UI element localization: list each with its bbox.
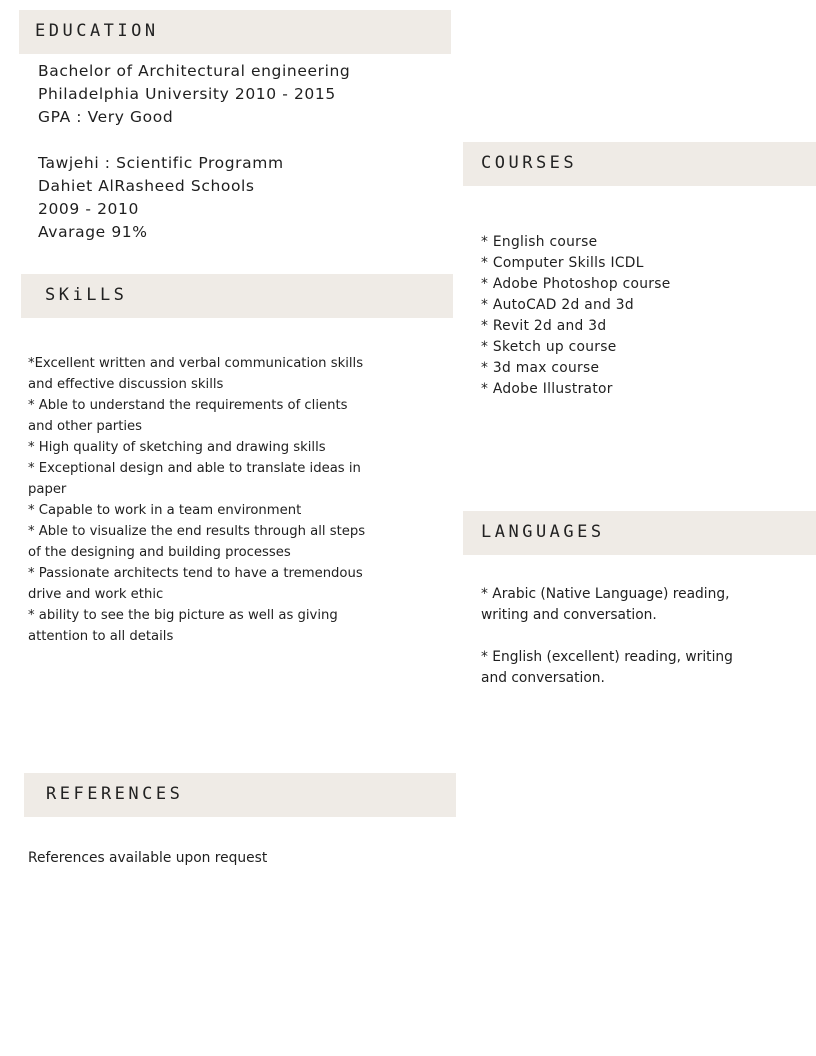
courses-list — [481, 232, 671, 400]
university-line: Philadelphia University 2010 - 2015 — [38, 85, 336, 103]
skill-line: * ability to see the big picture as well as giving — [28, 608, 338, 623]
skills-header — [21, 274, 453, 318]
average-line: Avarage 91% — [38, 223, 148, 241]
skill-line: and other parties — [28, 419, 143, 434]
course-item: * AutoCAD 2d and 3d — [481, 297, 634, 313]
courses-title: COURSES — [481, 153, 578, 173]
skill-line: * Passionate architects tend to have a tremendous — [28, 566, 363, 581]
arabic-line: writing and conversation. — [481, 607, 657, 623]
skill-line: drive and work ethic — [28, 587, 164, 602]
references-header — [24, 773, 456, 817]
skill-line: attention to all details — [28, 629, 174, 644]
education-content — [38, 60, 350, 244]
skill-line: * Capable to work in a team environment — [28, 503, 302, 518]
course-item: * Adobe Illustrator — [481, 381, 613, 397]
course-item: * Sketch up course — [481, 339, 617, 355]
languages-title: LANGUAGES — [481, 522, 605, 542]
skill-line: *Excellent written and verbal communication skills — [28, 356, 364, 371]
skill-line: * High quality of sketching and drawing skills — [28, 440, 326, 455]
course-item: * 3d max course — [481, 360, 600, 376]
english-line: and conversation. — [481, 670, 605, 686]
skill-line: paper — [28, 482, 67, 497]
education-title: EDUCATION — [35, 21, 159, 41]
skill-line: * Able to understand the requirements of clients — [28, 398, 348, 413]
course-item: * Computer Skills ICDL — [481, 255, 644, 271]
school-years-line: 2009 - 2010 — [38, 200, 139, 218]
skill-line: of the designing and building processes — [28, 545, 291, 560]
arabic-line: * Arabic (Native Language) reading, — [481, 586, 730, 602]
references-content — [28, 848, 267, 869]
languages-content — [481, 584, 733, 689]
skills-title: SKiLLS — [45, 285, 128, 305]
skills-content — [28, 353, 453, 647]
skill-line: and effective discussion skills — [28, 377, 224, 392]
english-line: * English (excellent) reading, writing — [481, 649, 733, 665]
course-item: * English course — [481, 234, 598, 250]
tawjehi-line: Tawjehi : Scientific Programm — [38, 154, 284, 172]
school-line: Dahiet AlRasheed Schools — [38, 177, 255, 195]
degree-line: Bachelor of Architectural engineering — [38, 62, 351, 80]
course-item: * Adobe Photoshop course — [481, 276, 671, 292]
courses-header — [463, 142, 816, 186]
languages-header — [463, 511, 816, 555]
gpa-line: GPA : Very Good — [38, 108, 174, 126]
references-title: REFERENCES — [46, 784, 184, 804]
spacer — [481, 626, 733, 647]
education-header — [19, 10, 451, 54]
skill-line: * Exceptional design and able to translate ideas in — [28, 461, 361, 476]
course-item: * Revit 2d and 3d — [481, 318, 607, 334]
references-text: References available upon request — [28, 850, 268, 866]
spacer — [38, 129, 350, 152]
skill-line: * Able to visualize the end results through all steps — [28, 524, 366, 539]
